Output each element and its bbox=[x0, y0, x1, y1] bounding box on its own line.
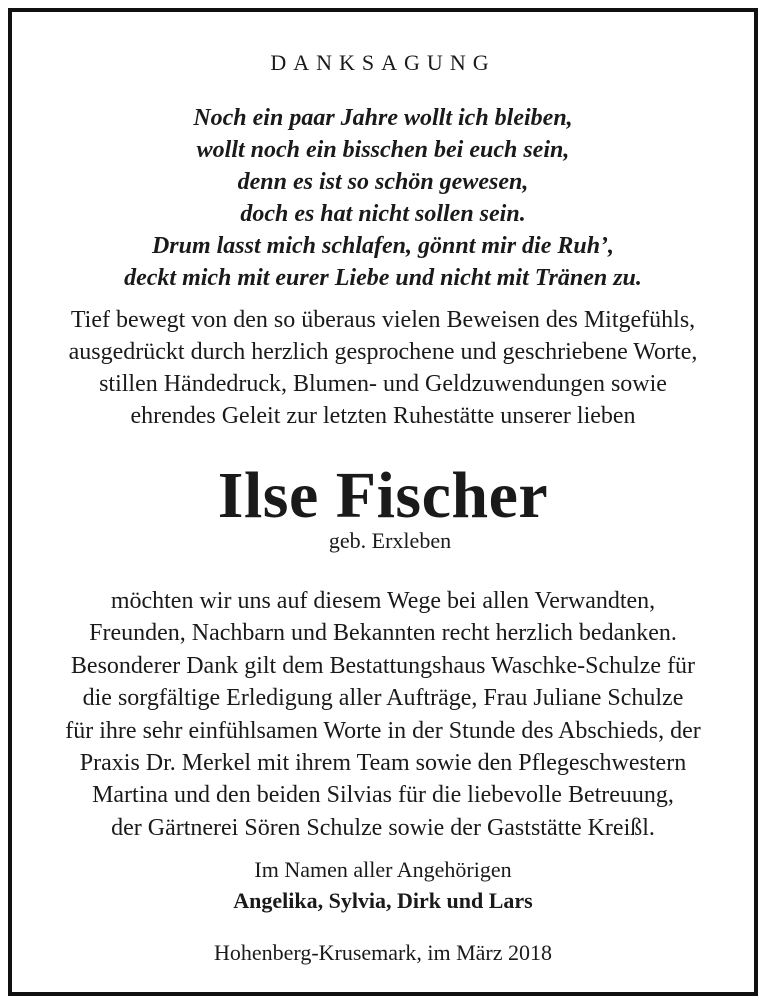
closing-block bbox=[12, 854, 754, 916]
paragraph-line: Martina und den beiden Silvias für die liebevolle Betreuung, bbox=[92, 782, 674, 809]
poem bbox=[12, 102, 754, 294]
paragraph-line: Besonderer Dank gilt dem Bestattungshaus Waschke-Schulze für bbox=[70, 652, 696, 679]
paragraph-line: Tief bewegt von den so überaus vielen Beweisen des Mitgefühls, bbox=[70, 307, 696, 333]
paragraph-line: die sorgfältige Erledigung aller Aufträge, Frau Juliane Schulze bbox=[82, 685, 684, 712]
deceased-birth-name: geb. Erxleben bbox=[328, 528, 452, 553]
mourners-names: Angelika, Sylvia, Dirk und Lars bbox=[233, 888, 533, 913]
poem-line: deckt mich mit eurer Liebe und nicht mit Tränen zu. bbox=[124, 265, 642, 291]
poem-line: denn es ist so schön gewesen, bbox=[237, 169, 529, 195]
thanks-paragraph bbox=[12, 585, 754, 844]
notice-border bbox=[8, 8, 758, 996]
on-behalf-line: Im Namen aller Angehörigen bbox=[254, 857, 512, 882]
paragraph-line: für ihre sehr einfühlsamen Worte in der Stunde des Abschieds, der bbox=[65, 717, 701, 744]
deceased-name: Ilse Fischer bbox=[217, 459, 549, 532]
paragraph-line: ehrendes Geleit zur letzten Ruhestätte unserer lieben bbox=[130, 403, 636, 429]
poem-line: doch es hat nicht sollen sein. bbox=[240, 201, 526, 227]
paragraph-line: Praxis Dr. Merkel mit ihrem Team sowie den Pflegeschwestern bbox=[79, 750, 687, 777]
intro-paragraph bbox=[12, 304, 754, 432]
paragraph-line: ausgedrückt durch herzlich gesprochene und geschriebene Worte, bbox=[68, 339, 698, 365]
paragraph-line: möchten wir uns auf diesem Wege bei allen Verwandten, bbox=[110, 588, 656, 614]
paragraph-line: Freunden, Nachbarn und Bekannten recht herzlich bedanken. bbox=[89, 620, 677, 647]
notice-content bbox=[12, 12, 754, 992]
poem-line: Drum lasst mich schlafen, gönnt mir die Ruh’, bbox=[151, 233, 615, 259]
poem-line: Noch ein paar Jahre wollt ich bleiben, bbox=[193, 105, 573, 131]
place-and-date: Hohenberg-Krusemark, im März 2018 bbox=[213, 940, 553, 965]
paragraph-line: stillen Händedruck, Blumen- und Geldzuwendungen sowie bbox=[99, 371, 667, 397]
paragraph-line: der Gärtnerei Sören Schulze sowie der Gaststätte Kreißl. bbox=[111, 814, 655, 841]
notice-heading: DANKSAGUNG bbox=[270, 50, 496, 75]
poem-line: wollt noch ein bisschen bei euch sein, bbox=[196, 137, 570, 163]
